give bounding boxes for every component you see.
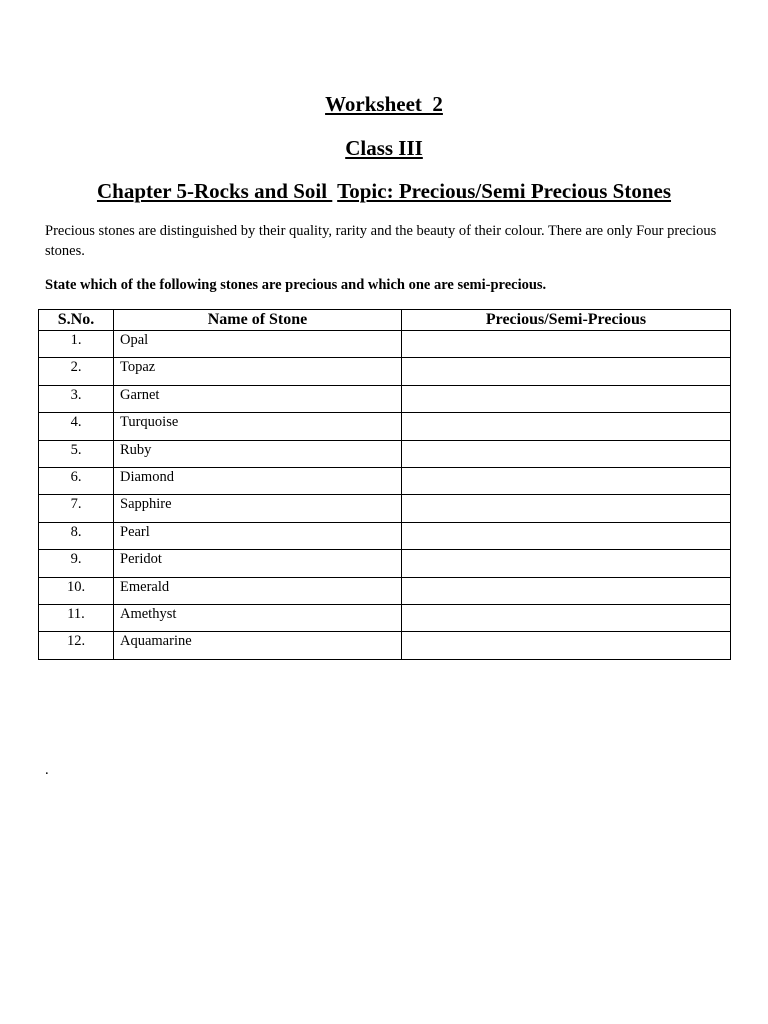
row-sno: 2. [39,358,114,385]
table-header-row [39,310,731,331]
row-answer-cell[interactable] [402,331,731,358]
row-answer-cell[interactable] [402,522,731,549]
stones-table [38,309,731,660]
row-stone-name: Sapphire [114,495,402,522]
row-sno: 9. [39,550,114,577]
row-sno: 10. [39,577,114,604]
row-answer-cell[interactable] [402,604,731,631]
chapter-title: Chapter 5-Rocks and Soil [96,179,333,203]
table-row [39,358,731,385]
row-stone-name: Opal [114,331,402,358]
row-sno: 12. [39,632,114,659]
table-row [39,413,731,440]
instruction-paragraph: State which of the following stones are precious and which one are semi-precious. [45,277,547,293]
worksheet-title-text: Worksheet 2 [325,92,443,116]
topic-title: Topic: Precious/Semi Precious Stones [337,179,672,203]
table-row [39,467,731,494]
row-sno: 1. [39,331,114,358]
row-sno: 8. [39,522,114,549]
row-stone-name: Pearl [114,522,402,549]
row-sno: 6. [39,467,114,494]
table-row [39,577,731,604]
row-answer-cell[interactable] [402,440,731,467]
row-stone-name: Turquoise [114,413,402,440]
row-answer-cell[interactable] [402,358,731,385]
table-row [39,550,731,577]
row-stone-name: Aquamarine [114,632,402,659]
row-answer-cell[interactable] [402,385,731,412]
header-stone-name: Name of Stone [114,310,402,331]
row-answer-cell[interactable] [402,467,731,494]
row-sno: 11. [39,604,114,631]
table-row [39,522,731,549]
row-stone-name: Topaz [114,358,402,385]
row-sno: 3. [39,385,114,412]
table-row [39,385,731,412]
table-row [39,440,731,467]
row-stone-name: Emerald [114,577,402,604]
row-stone-name: Garnet [114,385,402,412]
table-row [39,632,731,659]
worksheet-title [0,92,768,116]
row-stone-name: Ruby [114,440,402,467]
row-stone-name: Amethyst [114,604,402,631]
row-answer-cell[interactable] [402,550,731,577]
chapter-topic-heading [0,179,768,203]
header-precious-semi-precious: Precious/Semi-Precious [402,310,731,331]
row-sno: 5. [39,440,114,467]
table-row [39,331,731,358]
row-answer-cell[interactable] [402,577,731,604]
class-title [0,136,768,160]
row-stone-name: Peridot [114,550,402,577]
header-sno: S.No. [39,310,114,331]
row-answer-cell[interactable] [402,495,731,522]
row-sno: 4. [39,413,114,440]
table-row [39,495,731,522]
row-sno: 7. [39,495,114,522]
footer-mark: . [45,762,49,778]
intro-paragraph: Precious stones are distinguished by their quality, rarity and the beauty of their colour. There are only Four precious stones. [45,223,717,259]
row-stone-name: Diamond [114,467,402,494]
row-answer-cell[interactable] [402,413,731,440]
class-title-text: Class III [345,136,423,160]
table-row [39,604,731,631]
row-answer-cell[interactable] [402,632,731,659]
